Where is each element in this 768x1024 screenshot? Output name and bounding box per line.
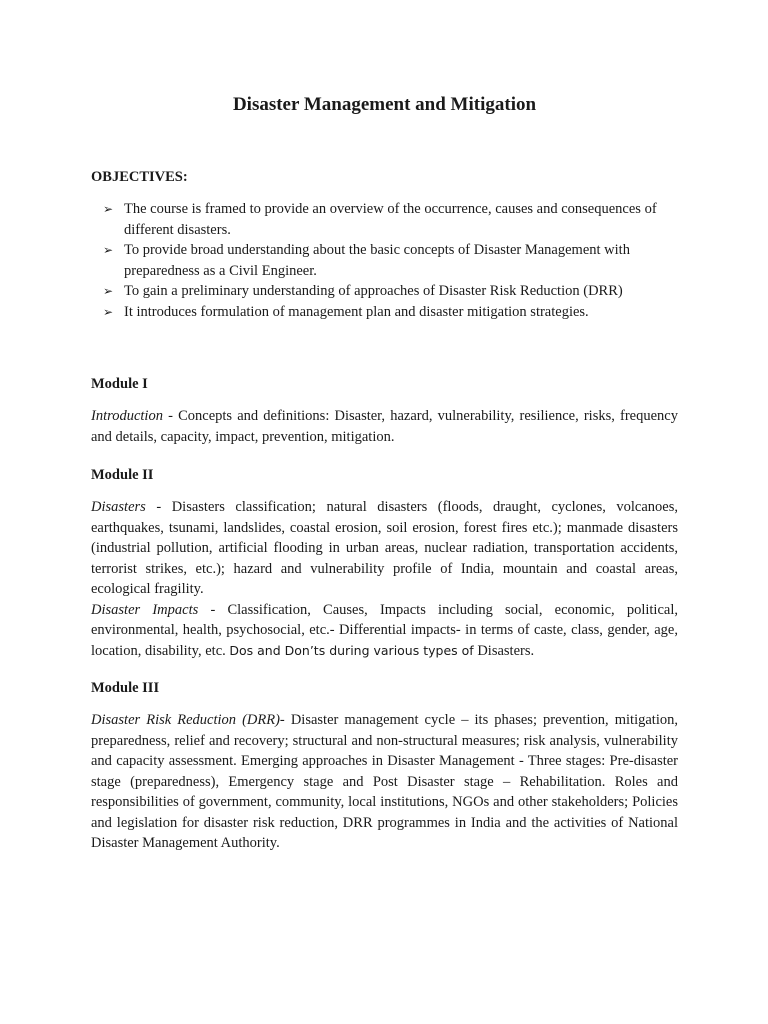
module-2-impacts-topic: Disaster Impacts (91, 601, 199, 618)
objective-item (91, 302, 678, 323)
module-3-text: Disaster management cycle – its phases; prevention, mitigation, preparedness, relief and recovery; structural and non-structural measures; risk analysis, vulnerability and capacity assessment. Emerging approaches in Disaster Management - Three stages: Pre-disaster stage (preparedness), Emergency stage and Post Disaster stage – Rehabilitation. Roles and responsibilities of government, community, local institutions, NGOs and other stakeholders; Policies and legislation for disaster risk reduction, DRR programmes in India and the activities of National Disaster Management Authority. (91, 712, 678, 851)
objective-item (91, 281, 678, 302)
module-1-topic: Introduction (91, 408, 163, 424)
module-1-text: - Concepts and definitions: Disaster, hazard, vulnerability, resilience, risks, frequency and details, capacity, impact, prevention, mitigation. (91, 408, 678, 445)
arrow-bullet-icon: ➢ (103, 202, 114, 216)
module-2-impacts-end: Disasters. (473, 642, 535, 659)
objective-item (91, 199, 678, 240)
objectives-heading: OBJECTIVES: (91, 169, 188, 185)
arrow-bullet-icon: ➢ (103, 304, 114, 319)
module-1-heading: Module I (91, 376, 148, 392)
module-2-body (91, 497, 678, 661)
module-1-body (91, 406, 678, 447)
objectives-list (91, 199, 678, 322)
objective-text: It introduces formulation of management plan and disaster mitigation strategies. (124, 303, 589, 320)
module-2-impacts-text: - Classification, Causes, Impacts including social, economic, political, environmental, health, psychosocial, etc.- Differential impacts- in terms of caste, class, gender, age, location, disability, etc. (91, 601, 678, 659)
arrow-bullet-icon: ➢ (103, 284, 114, 298)
document-title: Disaster Management and Mitigation (232, 94, 537, 115)
arrow-bullet-icon: ➢ (103, 243, 114, 257)
module-3-heading: Module III (91, 680, 160, 696)
objective-text: To gain a preliminary understanding of approaches of Disaster Risk Reduction (DRR) (124, 283, 623, 299)
module-2-disasters-topic: Disasters (91, 499, 146, 515)
objective-text: The course is framed to provide an overview of the occurrence, causes and consequences of different disasters. (124, 201, 657, 238)
module-3-body (91, 710, 678, 854)
objective-text: To provide broad understanding about the basic concepts of Disaster Management with preparedness as a Civil Engineer. (124, 242, 630, 279)
module-3-topic: Disaster Risk Reduction (DRR)- (91, 712, 285, 728)
module-2-disasters-text: - Disasters classification; natural disasters (floods, draught, cyclones, volcanoes, earthquakes, tsunami, landslides, coastal erosion, soil erosion, forest fires etc.); manmade disasters (industrial pollution, artificial flooding in urban areas, nuclear radiation, transportation accidents, terrorist strikes, etc.); hazard and vulnerability profile of India, mountain and coastal areas, ecological fragility. (91, 499, 678, 597)
objective-item (91, 240, 678, 281)
module-2-dos-donts-text: Dos and Don’ts during various types of (229, 642, 474, 658)
module-2-heading: Module II (91, 467, 154, 483)
